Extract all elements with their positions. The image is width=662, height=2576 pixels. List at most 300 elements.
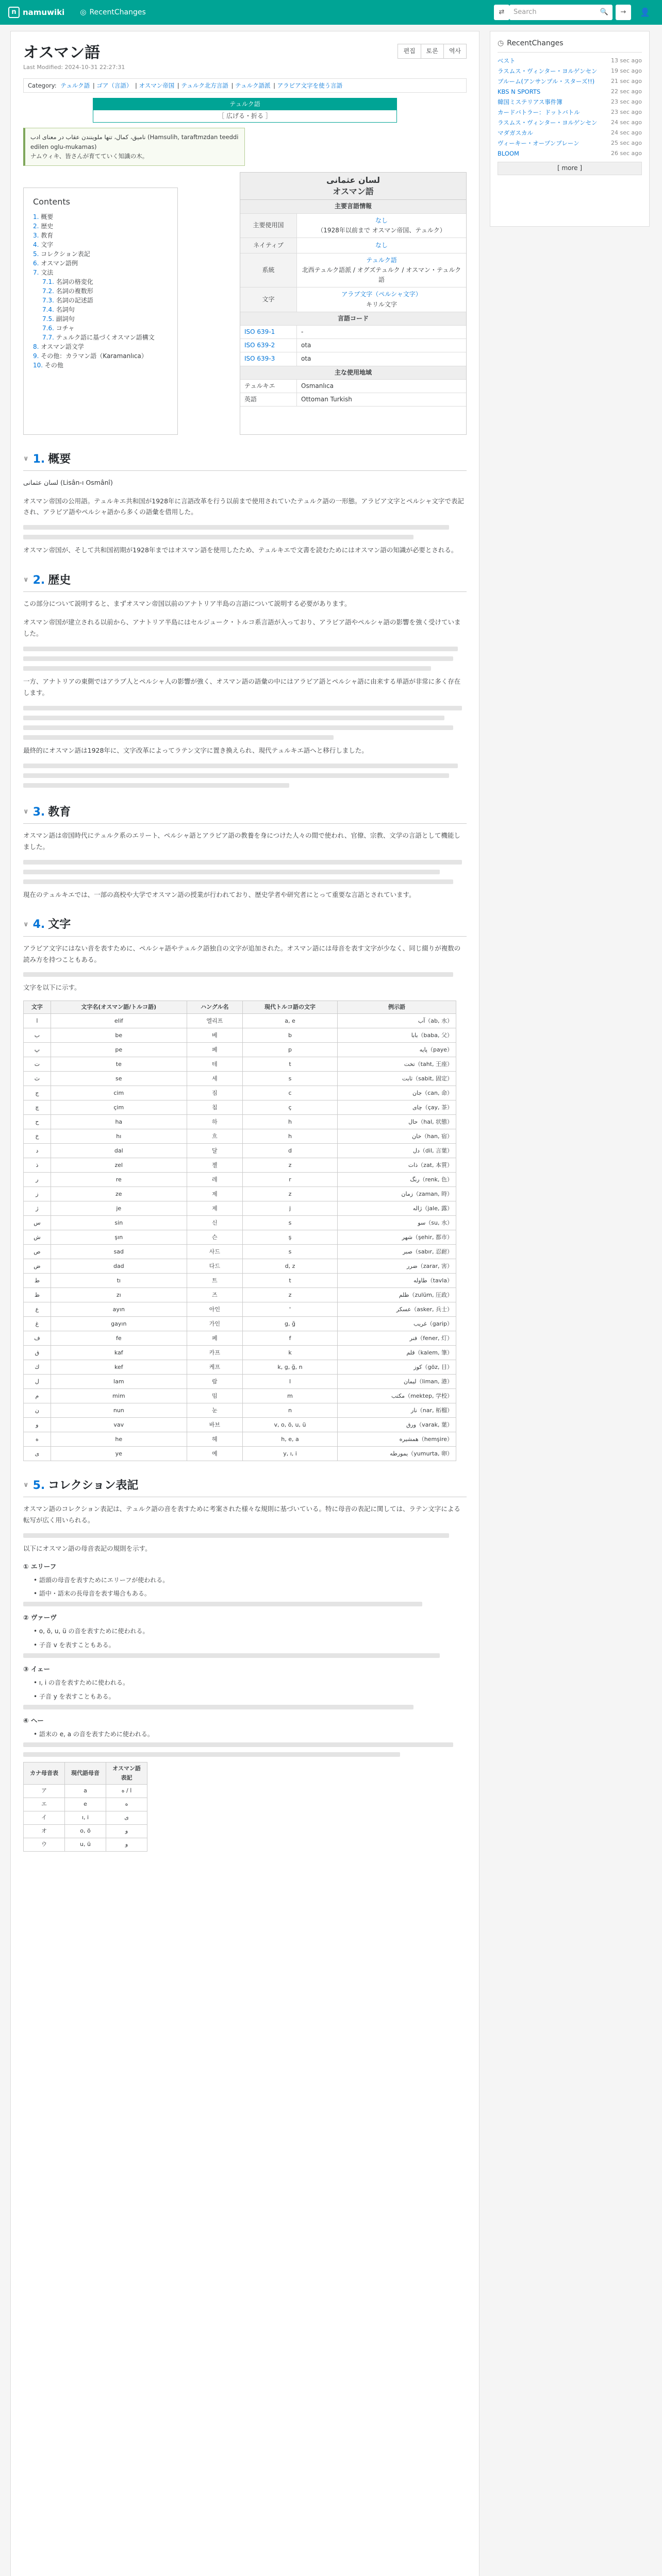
infobox-key: 主要使用国 (240, 214, 297, 238)
table-of-contents (23, 188, 178, 435)
toc-number[interactable]: 7.1. (42, 278, 54, 286)
navbox-title[interactable]: テュルク語 (93, 98, 396, 110)
toc-item[interactable] (33, 240, 168, 249)
table-row (24, 1158, 456, 1172)
infobox-value-secondary: 北西テュルク語派 / オグズテュルク / オスマン・テュルク語 (302, 266, 461, 284)
table-cell: 베 (187, 1028, 242, 1042)
table-cell: d, z (242, 1259, 337, 1273)
table-cell: زمان（zaman, 時） (338, 1187, 456, 1201)
table-cell: エ (24, 1798, 65, 1811)
recent-change-time: 26 sec ago (611, 150, 642, 157)
toc-label: 名詞の格変化 (56, 278, 93, 286)
table-row (24, 1331, 456, 1345)
search-go-button[interactable] (616, 5, 631, 20)
infobox-section-header: 言語コード (240, 312, 466, 326)
notice-box (23, 128, 245, 165)
table-row (24, 1374, 456, 1388)
table-cell: イ (24, 1811, 65, 1824)
infobox-section-header: 主な使用地域 (240, 366, 466, 380)
infobox-code-key[interactable]: ISO 639-2 (240, 339, 297, 352)
section-heading[interactable] (23, 916, 467, 936)
history-button[interactable]: 역사 (443, 44, 467, 59)
toc-number[interactable]: 7.2. (42, 287, 54, 295)
list-item: • 語頭の母音を表すためにエリーフが使われる。 (34, 1575, 467, 1585)
infobox-name-key: テュルキエ (240, 380, 297, 393)
toc-number[interactable]: 3. (33, 232, 39, 240)
table-cell: فنر（fener, 灯） (338, 1331, 456, 1345)
table-cell: 짐 (187, 1086, 242, 1100)
toc-number[interactable]: 6. (33, 260, 39, 267)
toc-item[interactable] (33, 314, 168, 324)
table-cell: gayın (51, 1316, 187, 1331)
table-row (24, 1201, 456, 1215)
arrow-right-icon: → (620, 8, 626, 16)
table-cell: e (65, 1798, 106, 1811)
table-cell: ع (24, 1302, 51, 1316)
table-cell: ' (242, 1302, 337, 1316)
text-line (23, 706, 462, 710)
chevron-down-icon: ∨ (23, 920, 29, 928)
paragraph: オスマン語のコレクション表記は、テュルク語の音を表すために考案された様々な規則に基づいている。特に母音の表記に関しては、ラテン文字による転写が広く用いられる。 (23, 1505, 460, 1524)
toc-number[interactable]: 10. (33, 362, 43, 369)
infobox-value-primary[interactable]: アラブ文字（ペルシャ文字） (341, 291, 422, 298)
toc-item[interactable] (33, 286, 168, 296)
list-item: • 語末の e, a の音を表すために使われる。 (34, 1729, 467, 1739)
table-cell: غریب（garip） (338, 1316, 456, 1331)
random-icon: ⇄ (499, 8, 505, 16)
table-cell: 밈 (187, 1388, 242, 1403)
infobox-value-primary[interactable]: なし (375, 241, 388, 249)
table-row (24, 1172, 456, 1187)
table-cell: t (242, 1057, 337, 1071)
table-cell: ض (24, 1259, 51, 1273)
sidebar-title-text: RecentChanges (507, 39, 564, 47)
table-cell: b (242, 1028, 337, 1042)
subheading: ② ヴァーヴ (23, 1614, 57, 1622)
table-cell: 예 (187, 1446, 242, 1461)
infobox-name-key: 英語 (240, 393, 297, 406)
infobox-code-value: ota (301, 342, 311, 349)
recent-change-link[interactable]: カードバトラー：ドットバトル (498, 109, 580, 116)
section-title: 教育 (48, 805, 71, 819)
discuss-button[interactable]: 토론 (421, 44, 444, 59)
text-line (23, 783, 289, 788)
table-cell: cim (51, 1086, 187, 1100)
table-row (24, 1013, 456, 1028)
table-cell: s (242, 1071, 337, 1086)
infobox-row (240, 253, 466, 288)
user-menu-button[interactable] (636, 5, 654, 20)
table-cell: حال（hal, 状態） (338, 1114, 456, 1129)
infobox-row (240, 287, 466, 312)
table-cell: t (242, 1273, 337, 1287)
toc-item[interactable] (33, 342, 168, 351)
toc-item[interactable] (33, 222, 168, 231)
top-navbar (0, 0, 662, 25)
table-cell: 달 (187, 1143, 242, 1158)
toc-item[interactable] (33, 361, 168, 370)
table-row (24, 1086, 456, 1100)
table-row (24, 1259, 456, 1273)
paragraph: この部分について説明すると、まずオスマン帝国以前のアナトリア半島の言語について説明する必要があります。 (23, 600, 351, 608)
random-button[interactable] (494, 5, 509, 20)
table-cell: بابا（baba, 父） (338, 1028, 456, 1042)
toc-item[interactable] (33, 324, 168, 333)
table-header: オスマン語表記 (106, 1762, 147, 1784)
table-row (24, 1028, 456, 1042)
text-line (23, 666, 431, 671)
table-cell: ل (24, 1374, 51, 1388)
table-cell: fe (51, 1331, 187, 1345)
category-link[interactable]: ゴア（言語） (96, 81, 133, 89)
table-cell: v, o, ö, u, ü (242, 1417, 337, 1432)
toc-item[interactable] (33, 305, 168, 314)
table-cell: ا (24, 1013, 51, 1028)
infobox-key: ネイティブ (240, 238, 297, 253)
text-line (23, 764, 458, 768)
table-cell: 바브 (187, 1417, 242, 1432)
table-header: 文字名(オスマン語/トルコ語) (51, 1001, 187, 1014)
recent-change-link[interactable]: ラスムス・ヴィンター・ヨルゲンセン (498, 119, 598, 127)
toc-item[interactable] (33, 212, 168, 222)
infobox-value-primary[interactable]: なし (375, 216, 388, 224)
site-logo[interactable] (8, 6, 64, 19)
toc-number[interactable]: 9. (33, 352, 39, 360)
table-cell: ウ (24, 1838, 65, 1851)
text-line (23, 860, 462, 865)
text-line (23, 1602, 422, 1606)
table-cell: مكتب（mektep, 学校） (338, 1388, 456, 1403)
table-cell: 페 (187, 1042, 242, 1057)
toc-label: 名詞の複数形 (56, 287, 93, 295)
table-cell: 헤 (187, 1432, 242, 1446)
infobox-code-value: ota (301, 355, 311, 363)
recent-change-time: 25 sec ago (611, 140, 642, 147)
table-cell: ذ (24, 1158, 51, 1172)
table-cell: c (242, 1086, 337, 1100)
category-link[interactable]: テュルク北方言語 (181, 81, 228, 89)
toc-number[interactable]: 7.4. (42, 306, 54, 314)
more-link[interactable]: [ more ] (498, 162, 642, 175)
infobox-row (240, 214, 466, 238)
toc-title: Contents (33, 196, 70, 207)
infobox-main-title: オスマン語 (333, 186, 374, 196)
toc-number[interactable]: 7.3. (42, 297, 54, 304)
recent-change-link[interactable]: ブルーム(アンサンブル・スターズ!!) (498, 78, 595, 86)
table-cell: ç (242, 1100, 337, 1114)
chevron-down-icon: ∨ (23, 576, 29, 584)
toc-item[interactable] (33, 296, 168, 305)
table-cell: 슨 (187, 1230, 242, 1244)
infobox-code-key[interactable]: ISO 639-3 (240, 352, 297, 365)
user-icon: 👤 (640, 7, 650, 18)
table-cell: r (242, 1172, 337, 1187)
infobox-code-key[interactable]: ISO 639-1 (240, 326, 297, 338)
section-number[interactable]: 1. (32, 452, 45, 466)
infobox-code-row (240, 352, 466, 366)
section-number[interactable]: 5. (32, 1479, 45, 1492)
sidebar-title (498, 38, 642, 53)
table-header: ハングル名 (187, 1001, 242, 1014)
chevron-down-icon: ∨ (23, 1481, 29, 1489)
table-cell: ye (51, 1446, 187, 1461)
table-cell: f (242, 1331, 337, 1345)
table-header: 文字 (24, 1001, 51, 1014)
infobox-name-value: Ottoman Turkish (301, 395, 352, 403)
table-cell: オ (24, 1824, 65, 1838)
text-line (23, 1533, 449, 1538)
table-cell: ş (242, 1230, 337, 1244)
table-cell: خان（han, 宿） (338, 1129, 456, 1143)
table-cell: 사드 (187, 1244, 242, 1259)
recent-changes-sidebar (490, 31, 650, 227)
logo-mark-icon: n (8, 7, 20, 18)
table-cell: ح (24, 1114, 51, 1129)
edit-button[interactable]: 편집 (398, 44, 421, 59)
table-cell: 세 (187, 1071, 242, 1086)
table-row (24, 1838, 147, 1851)
list-item: • ı, i の音を表すために使われる。 (34, 1677, 467, 1688)
table-cell: kaf (51, 1345, 187, 1360)
table-cell: 람 (187, 1374, 242, 1388)
table-cell: كوز（göz, 目） (338, 1360, 456, 1374)
toc-item[interactable] (33, 333, 168, 342)
table-cell: یمورطه（yumurta, 卵） (338, 1446, 456, 1461)
table-row (24, 1230, 456, 1244)
table-row (24, 1316, 456, 1331)
category-link[interactable]: オスマン帝国 (139, 81, 175, 89)
toc-label: 教育 (41, 232, 54, 240)
text-line (23, 773, 449, 778)
section-heading[interactable] (23, 1477, 467, 1497)
table-cell: ورق（varak, 葉） (338, 1417, 456, 1432)
toc-number[interactable]: 7.6. (42, 325, 54, 332)
chevron-down-icon: ∨ (23, 454, 29, 463)
table-cell: a, e (242, 1013, 337, 1028)
toc-label: オスマン語文学 (41, 343, 84, 351)
text-line (23, 879, 453, 884)
text-line (23, 656, 453, 661)
table-cell: kef (51, 1360, 187, 1374)
recent-change-time: 23 sec ago (611, 98, 642, 106)
table-row (24, 1784, 147, 1798)
toc-number[interactable]: 7. (33, 269, 39, 277)
section-heading[interactable] (23, 571, 467, 592)
table-cell: p (242, 1042, 337, 1057)
table-cell: ه (24, 1432, 51, 1446)
toc-item[interactable] (33, 249, 168, 259)
recent-change-item (498, 128, 642, 138)
table-cell: سو（su, 水） (338, 1215, 456, 1230)
recent-change-time: 24 sec ago (611, 119, 642, 126)
table-cell: s (242, 1215, 337, 1230)
section-title: コレクション表記 (48, 1479, 139, 1492)
table-cell: d (242, 1143, 337, 1158)
text-line (23, 725, 453, 730)
page-title: オスマン語 (23, 44, 101, 62)
section-number[interactable]: 2. (32, 574, 45, 587)
table-cell: چ (24, 1100, 51, 1114)
recent-change-link[interactable]: KBS N SPORTS (498, 88, 541, 96)
table-cell: ı, i (65, 1811, 106, 1824)
table-cell: o, ö (65, 1824, 106, 1838)
table-header: 現代トルコ語の文字 (242, 1001, 337, 1014)
infobox-value (297, 238, 466, 253)
toc-item[interactable] (33, 277, 168, 286)
table-cell: hı (51, 1129, 187, 1143)
article-content (10, 31, 479, 2576)
toc-label: 文法 (41, 269, 54, 277)
section-heading[interactable] (23, 803, 467, 824)
infobox-value-secondary: （1928年以前まで オスマン帝国、テュルク） (317, 226, 446, 234)
table-cell: lam (51, 1374, 187, 1388)
subheading: ① エリーフ (23, 1562, 57, 1570)
navbox (93, 98, 397, 123)
infobox-name-row (240, 380, 466, 393)
infobox-native-title: لسان عثمانى (326, 175, 380, 185)
table-cell: 테 (187, 1057, 242, 1071)
category-link[interactable]: テュルク語派 (235, 81, 271, 89)
table-cell: pe (51, 1042, 187, 1057)
recent-change-time: 22 sec ago (611, 88, 642, 95)
compass-icon: ◎ (80, 8, 87, 16)
table-cell: 신 (187, 1215, 242, 1230)
table-cell: j (242, 1201, 337, 1215)
text-line (23, 1752, 400, 1757)
toc-item[interactable] (33, 231, 168, 240)
text-line (23, 525, 449, 530)
table-row (24, 1100, 456, 1114)
recent-change-item (498, 107, 642, 117)
recent-change-link[interactable]: ラスムス・ヴィンター・ヨルゲンセン (498, 67, 598, 75)
toc-label: コレクション表記 (41, 250, 90, 258)
table-cell: همشیره（hemşire） (338, 1432, 456, 1446)
table-cell: u, ü (65, 1838, 106, 1851)
table-cell: پایه（paye） (338, 1042, 456, 1057)
infobox-key: 文字 (240, 287, 297, 311)
table-cell: te (51, 1057, 187, 1071)
table-cell: قلم（kalem, 筆） (338, 1345, 456, 1360)
toc-label: 概要 (41, 213, 54, 221)
navbox-toggle[interactable]: ［ 広げる・折る ］ (218, 112, 272, 120)
table-row (24, 1244, 456, 1259)
search-input[interactable] (509, 5, 613, 20)
table-cell: تخت（taht, 王座） (338, 1057, 456, 1071)
text-line (23, 535, 413, 539)
recent-change-item (498, 97, 642, 107)
recent-change-link[interactable]: マダガスカル (498, 129, 533, 137)
table-cell: ه (106, 1798, 147, 1811)
table-cell: 가인 (187, 1316, 242, 1331)
table-cell: ط (24, 1273, 51, 1287)
table-cell: غ (24, 1316, 51, 1331)
table-cell: dad (51, 1259, 187, 1273)
recent-change-item (498, 66, 642, 76)
toc-number[interactable]: 1. (33, 213, 39, 221)
section-number[interactable]: 4. (32, 918, 45, 931)
table-cell: şın (51, 1230, 187, 1244)
recent-change-link[interactable]: ヴィーキー・オープンブレーン (498, 140, 580, 147)
table-row (24, 1811, 147, 1824)
table-cell: 눈 (187, 1403, 242, 1417)
toc-label: その他 (44, 362, 63, 369)
toc-number[interactable]: 8. (33, 343, 39, 351)
table-cell: zı (51, 1287, 187, 1302)
toc-number[interactable]: 5. (33, 250, 39, 258)
list-item: • 子音 y を表すこともある。 (34, 1691, 467, 1702)
section-heading[interactable] (23, 450, 467, 471)
recent-change-link[interactable]: 韓国ミステリアス事件簿 (498, 98, 562, 106)
recent-change-link[interactable]: BLOOM (498, 150, 519, 158)
table-cell: g, ğ (242, 1316, 337, 1331)
table-cell: دل（dil, 言葉） (338, 1143, 456, 1158)
table-cell: ی (24, 1446, 51, 1461)
table-cell: ص (24, 1244, 51, 1259)
table-cell: ج (24, 1086, 51, 1100)
recent-change-item (498, 76, 642, 87)
text-line (23, 1653, 440, 1658)
infobox-key: 系統 (240, 253, 297, 287)
table-cell: 하 (187, 1114, 242, 1129)
toc-number[interactable]: 2. (33, 223, 39, 230)
section-title: 歴史 (48, 574, 71, 587)
table-cell: z (242, 1187, 337, 1201)
toc-item[interactable] (33, 259, 168, 268)
paragraph: 文字を以下に示す。 (23, 984, 81, 992)
category-link[interactable]: アラビア文字を使う言語 (277, 81, 343, 89)
recent-change-link[interactable]: ベスト (498, 57, 516, 65)
table-cell: ثابت（sabit, 固定） (338, 1071, 456, 1086)
table-cell: se (51, 1071, 187, 1086)
text-line (23, 972, 453, 977)
search-icon[interactable]: 🔍 (600, 8, 608, 16)
table-cell: خ (24, 1129, 51, 1143)
table-row (24, 1824, 147, 1838)
toc-number[interactable]: 4. (33, 241, 39, 249)
paragraph: オスマン帝国が、そして共和国初期が1928年まではオスマン語を使用したため、テュルキエで文書を読むためにはオスマン語の知識が必要とされる。 (23, 546, 458, 554)
toc-item[interactable] (33, 268, 168, 277)
table-cell: sad (51, 1244, 187, 1259)
text-line (23, 1742, 453, 1747)
toc-number[interactable]: 7.5. (42, 315, 54, 323)
paragraph: لسان عثمانى (Lisân-ı Osmânî) (23, 478, 113, 486)
infobox-value-primary[interactable]: テュルク語 (366, 256, 397, 264)
section-number[interactable]: 3. (32, 805, 45, 819)
table-cell: 침 (187, 1100, 242, 1114)
nav-recent-changes[interactable] (80, 7, 146, 18)
category-link[interactable]: テュルク語 (60, 81, 90, 89)
table-row (24, 1417, 456, 1432)
subheading: ④ ヘー (23, 1717, 44, 1725)
recent-change-time: 19 sec ago (611, 67, 642, 75)
recent-change-item (498, 117, 642, 128)
table-cell: ayın (51, 1302, 187, 1316)
toc-item[interactable] (33, 351, 168, 361)
paragraph: オスマン帝国の公用語。テュルキエ共和国が1928年に言語改革を行う以前まで使用されていたテュルク語の一形態。アラビア文字とペルシャ文字で表記され、アラビア語やペルシャ語から多くの語彙を借用した。 (23, 497, 464, 516)
table-cell: 제 (187, 1187, 242, 1201)
recent-change-time: 23 sec ago (611, 109, 642, 116)
table-cell: شهر（şehir, 都市） (338, 1230, 456, 1244)
table-cell: د (24, 1143, 51, 1158)
table-cell: 엘리프 (187, 1013, 242, 1028)
text-line (23, 716, 444, 720)
table-cell: پ (24, 1042, 51, 1057)
table-cell: 카프 (187, 1345, 242, 1360)
table-cell: ذات（zat, 本質） (338, 1158, 456, 1172)
toc-number[interactable]: 7.7. (42, 334, 54, 342)
table-cell: be (51, 1028, 187, 1042)
table-cell: n (242, 1403, 337, 1417)
